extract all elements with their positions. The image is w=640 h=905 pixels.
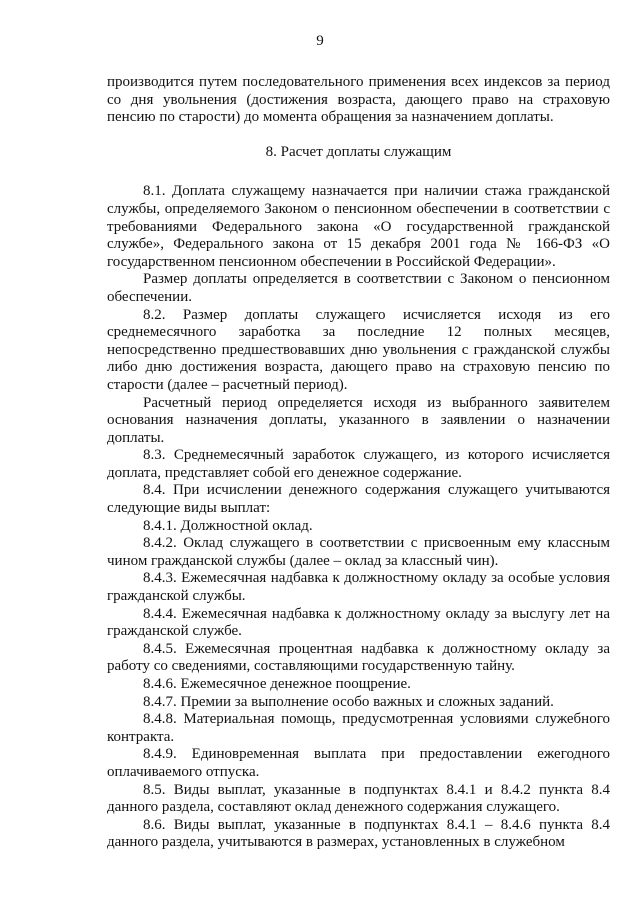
paragraph-8-4: 8.4. При исчислении денежного содержания служащего учитываются следующие виды выплат:: [107, 482, 610, 517]
paragraph-8-4-1: 8.4.1. Должностной оклад.: [143, 517, 313, 534]
document-body: [107, 74, 610, 852]
paragraph-8-1: 8.1. Доплата служащему назначается при наличии стажа гражданской службы, определяемого Законом о пенсионном обеспечении в соответствии с требованиями Федерального закона «О государственной гражданской службе», Федерального закона от 15 декабря 2001 года № 166-ФЗ «О государственном пенсионном обеспечении в Российской Федерации».: [107, 183, 610, 270]
paragraph-8-5: 8.5. Виды выплат, указанные в подпунктах 8.4.1 и 8.4.2 пункта 8.4 данного раздела, составляют оклад денежного содержания служащего.: [107, 781, 610, 816]
paragraph-8-4-8: 8.4.8. Материальная помощь, предусмотренная условиями служебного контракта.: [107, 711, 610, 745]
section-heading: 8. Расчет доплаты служащим: [265, 143, 452, 160]
paragraph-calculation-period: Расчетный период определяется исходя из выбранного заявителем основания назначения доплаты, указанного в заявлении о назначении доплаты.: [107, 394, 610, 446]
page-number: 9: [316, 33, 324, 49]
paragraph-8-4-5: 8.4.5. Ежемесячная процентная надбавка к должностному окладу за работу со сведениями, составляющими государственную тайну.: [107, 640, 610, 675]
paragraph-8-4-2: 8.4.2. Оклад служащего в соответствии с присвоенным ему классным чином гражданской службы (далее – оклад за классный чин).: [107, 535, 610, 569]
intro-paragraph: производится путем последовательного применения всех индексов за период со дня увольнения (достижения возраста, дающего право на страховую пенсию по старости) до момента обращения за назначением доплаты.: [107, 74, 610, 126]
paragraph-8-3: 8.3. Среднемесячный заработок служащего, из которого исчисляется доплата, представляет собой его денежное содержание.: [107, 447, 610, 481]
paragraph-size-definition: Размер доплаты определяется в соответствии с Законом о пенсионном обеспечении.: [107, 271, 610, 305]
paragraph-8-4-7: 8.4.7. Премии за выполнение особо важных и сложных заданий.: [143, 693, 554, 710]
paragraph-8-4-9: 8.4.9. Единовременная выплата при предоставлении ежегодного оплачиваемого отпуска.: [107, 746, 610, 780]
paragraph-8-4-4: 8.4.4. Ежемесячная надбавка к должностному окладу за выслугу лет на гражданской службе.: [107, 605, 610, 640]
paragraph-8-4-6: 8.4.6. Ежемесячное денежное поощрение.: [143, 676, 411, 692]
paragraph-8-2: 8.2. Размер доплаты служащего исчисляется исходя из его среднемесячного заработка за последние 12 полных месяцев, непосредственно предшествовавших дню увольнения с гражданской службы либо дню достижения возраста, дающего право на страховую пенсию по старости (далее – расчетный период).: [107, 306, 610, 393]
paragraph-8-6: 8.6. Виды выплат, указанные в подпунктах 8.4.1 – 8.4.6 пункта 8.4 данного раздела, учитываются в размерах, установленных в служебном: [107, 816, 610, 851]
paragraph-8-4-3: 8.4.3. Ежемесячная надбавка к должностному окладу за особые условия гражданской службы.: [107, 570, 610, 605]
